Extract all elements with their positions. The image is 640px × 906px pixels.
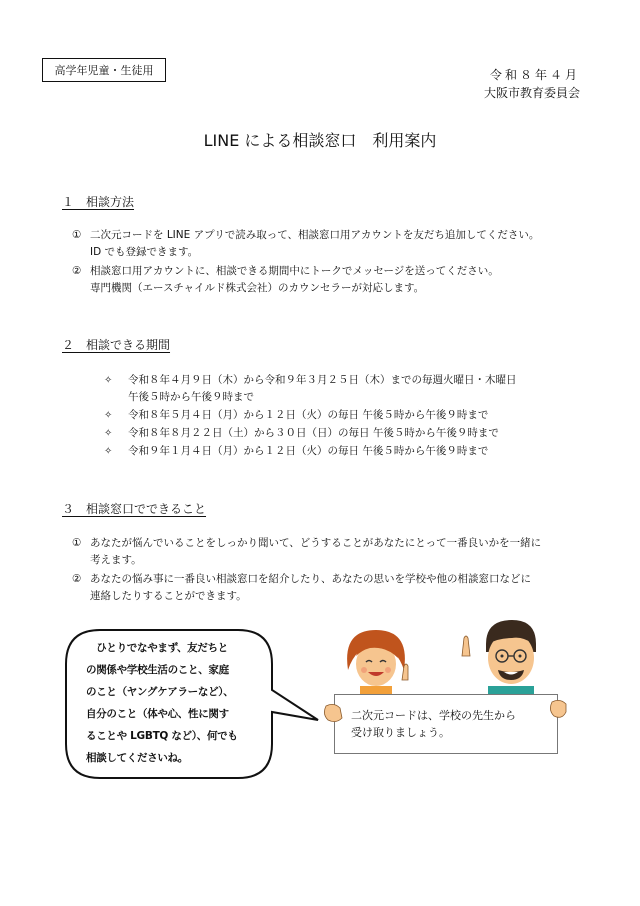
hand-right-icon (546, 698, 570, 720)
diamond-bullet-icon: ✧ (104, 428, 113, 439)
diamond-bullet-icon: ✧ (104, 410, 113, 421)
item-number: ② (72, 265, 82, 277)
item-line: あなたが悩んでいることをしっかり聞いて、どうすることがあなたにとって一番良いかを一緒に (90, 537, 542, 549)
item-line: ID でも登録できます。 (90, 246, 199, 258)
male-counselor-illustration (456, 614, 556, 696)
period-line: 令和８年５月４日（月）から１２日（火）の毎日 午後５時から午後９時まで (128, 409, 489, 421)
item-line: 連絡したりすることができます。 (90, 590, 247, 602)
item-number: ② (72, 573, 82, 585)
notice-line: 受け取りましょう。 (351, 726, 450, 739)
bubble-line: のこと（ヤングケアラーなど）、 (86, 686, 234, 698)
notice-line: 二次元コードは、学校の先生から (351, 709, 516, 722)
hand-left-icon (322, 702, 346, 724)
document-title: LINE による相談窓口 利用案内 (203, 131, 437, 150)
bubble-line: 相談してくださいね。 (86, 752, 188, 764)
bubble-line: 自分のこと（体や心、性に関す (86, 708, 229, 720)
item-number: ① (72, 537, 82, 549)
diamond-bullet-icon: ✧ (104, 375, 113, 386)
organization-name: 大阪市教育委員会 (483, 86, 580, 100)
notice-board (334, 694, 558, 754)
item-line: 考えます。 (90, 554, 142, 566)
period-line: 令和９年１月４日（月）から１２日（火）の毎日 午後５時から午後９時まで (128, 445, 489, 457)
period-line: 令和８年４月９日（木）から令和９年３月２５日（木）までの毎週火曜日・木曜日 (128, 374, 517, 386)
item-line: 専門機関（エースチャイルド株式会社）のカウンセラーが対応します。 (90, 282, 425, 294)
period-line: 午後５時から午後９時まで (128, 391, 254, 403)
issue-date: 令和８年４月 (489, 68, 580, 82)
section-2-heading: ２ 相談できる期間 (62, 338, 171, 352)
section-1-heading: １ 相談方法 (62, 195, 135, 209)
item-line: あなたの悩み事に一番良い相談窓口を紹介したり、あなたの思いを学校や他の相談窓口などに (90, 573, 531, 585)
audience-label: 高学年児童・生徒用 (42, 58, 166, 82)
section-3-heading: ３ 相談窓口でできること (62, 502, 207, 516)
bubble-line: ひとりでなやまず、友だちと (86, 642, 228, 654)
item-number: ① (72, 229, 82, 241)
item-line: 相談窓口用アカウントに、相談できる期間中にトークでメッセージを送ってください。 (90, 265, 499, 277)
item-line: 二次元コードを LINE アプリで読み取って、相談窓口用アカウントを友だち追加してください。 (90, 229, 540, 241)
diamond-bullet-icon: ✧ (104, 446, 113, 457)
female-counselor-illustration (340, 626, 420, 696)
speech-bubble-text (86, 637, 256, 769)
bubble-line: の関係や学校生活のこと、家庭 (86, 664, 229, 676)
bubble-line: ることや LGBTQ など）、何でも (86, 730, 238, 742)
period-line: 令和８年８月２２日（土）から３０日（日）の毎日 午後５時から午後９時まで (128, 427, 499, 439)
